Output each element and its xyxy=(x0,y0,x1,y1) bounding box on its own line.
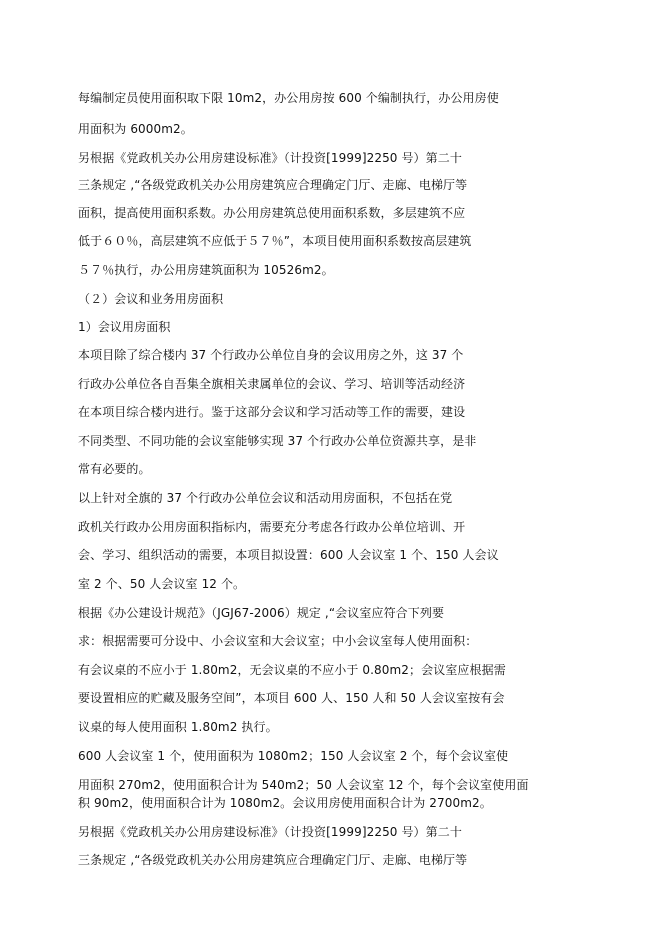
text-line: 议桌的每人使用面积 1.80m2 执行。 xyxy=(78,720,278,734)
text-line: 另根据《党政机关办公用房建设标准》（计投资[1999]2250 号）第二十 xyxy=(78,151,462,165)
text-line: 面积，提高使用面积系数。办公用房建筑总使用面积系数，多层建筑不应 xyxy=(78,206,466,220)
text-line: 行政办公单位各自吾集全旗相关隶属单位的会议、学习、培训等活动经济 xyxy=(78,377,466,391)
text-line: 室 2 个、50 人会议室 12 个。 xyxy=(78,577,246,591)
text-line: 根据《办公建设计规范》（JGJ67-2006）规定 ,“会议室应符合下列要 xyxy=(78,606,445,620)
subsection-heading: 1）会议用房面积 xyxy=(78,320,171,334)
text-line: 求：根据需要可分设中、小会议室和大会议室；中小会议室每人使用面积： xyxy=(78,634,478,648)
text-line: 在本项目综合楼内进行。鉴于这部分会议和学习活动等工作的需要，建设 xyxy=(78,405,466,419)
text-line: 用面积为 6000m2。 xyxy=(78,122,193,136)
text-line: 有会议桌的不应小于 1.80m2，无会议桌的不应小于 0.80m2；会议室应根据需 xyxy=(78,663,506,677)
text-line: 三条规定 ,“各级党政机关办公用房建筑应合理确定门厅、走廊、电梯厅等 xyxy=(78,853,468,867)
text-line: 另根据《党政机关办公用房建设标准》（计投资[1999]2250 号）第二十 xyxy=(78,825,462,839)
text-line: 要设置相应的贮藏及服务空间”，本项目 600 人、150 人和 50 人会议室按有会 xyxy=(78,691,505,705)
text-line: 积 90m2，使用面积合计为 1080m2。会议用房使用面积合计为 2700m2。 xyxy=(78,796,492,810)
text-line: 政机关行政办公用房面积指标内，需要充分考虑各行政办公单位培训、开 xyxy=(78,520,466,534)
text-line: 本项目除了综合楼内 37 个行政办公单位自身的会议用房之外，这 37 个 xyxy=(78,348,464,362)
text-line: 三条规定 ,“各级党政机关办公用房建筑应合理确定门厅、走廊、电梯厅等 xyxy=(78,178,468,192)
text-line: 600 人会议室 1 个，使用面积为 1080m2；150 人会议室 2 个，每个会议室使 xyxy=(78,749,509,763)
section-heading: （２）会议和业务用房面积 xyxy=(78,292,224,306)
text-line: 以上针对全旗的 37 个行政办公单位会议和活动用房面积，不包括在党 xyxy=(78,491,453,505)
text-line: 不同类型、不同功能的会议室能够实现 37 个行政办公单位资源共享，是非 xyxy=(78,434,477,448)
text-line: 低于６０％，高层建筑不应低于５７％”，本项目使用面积系数按高层建筑 xyxy=(78,234,472,248)
text-line: 会、学习、组织活动的需要，本项目拟设置：600 人会议室 1 个、150 人会议 xyxy=(78,548,499,562)
text-line: ５７％执行，办公用房建筑面积为 10526m2。 xyxy=(78,263,334,277)
text-line: 常有必要的。 xyxy=(78,462,151,476)
text-line: 用面积 270m2，使用面积合计为 540m2；50 人会议室 12 个，每个会议室使用面 xyxy=(78,778,529,792)
text-line: 每编制定员使用面积取下限 10m2，办公用房按 600 个编制执行，办公用房使 xyxy=(78,91,499,105)
